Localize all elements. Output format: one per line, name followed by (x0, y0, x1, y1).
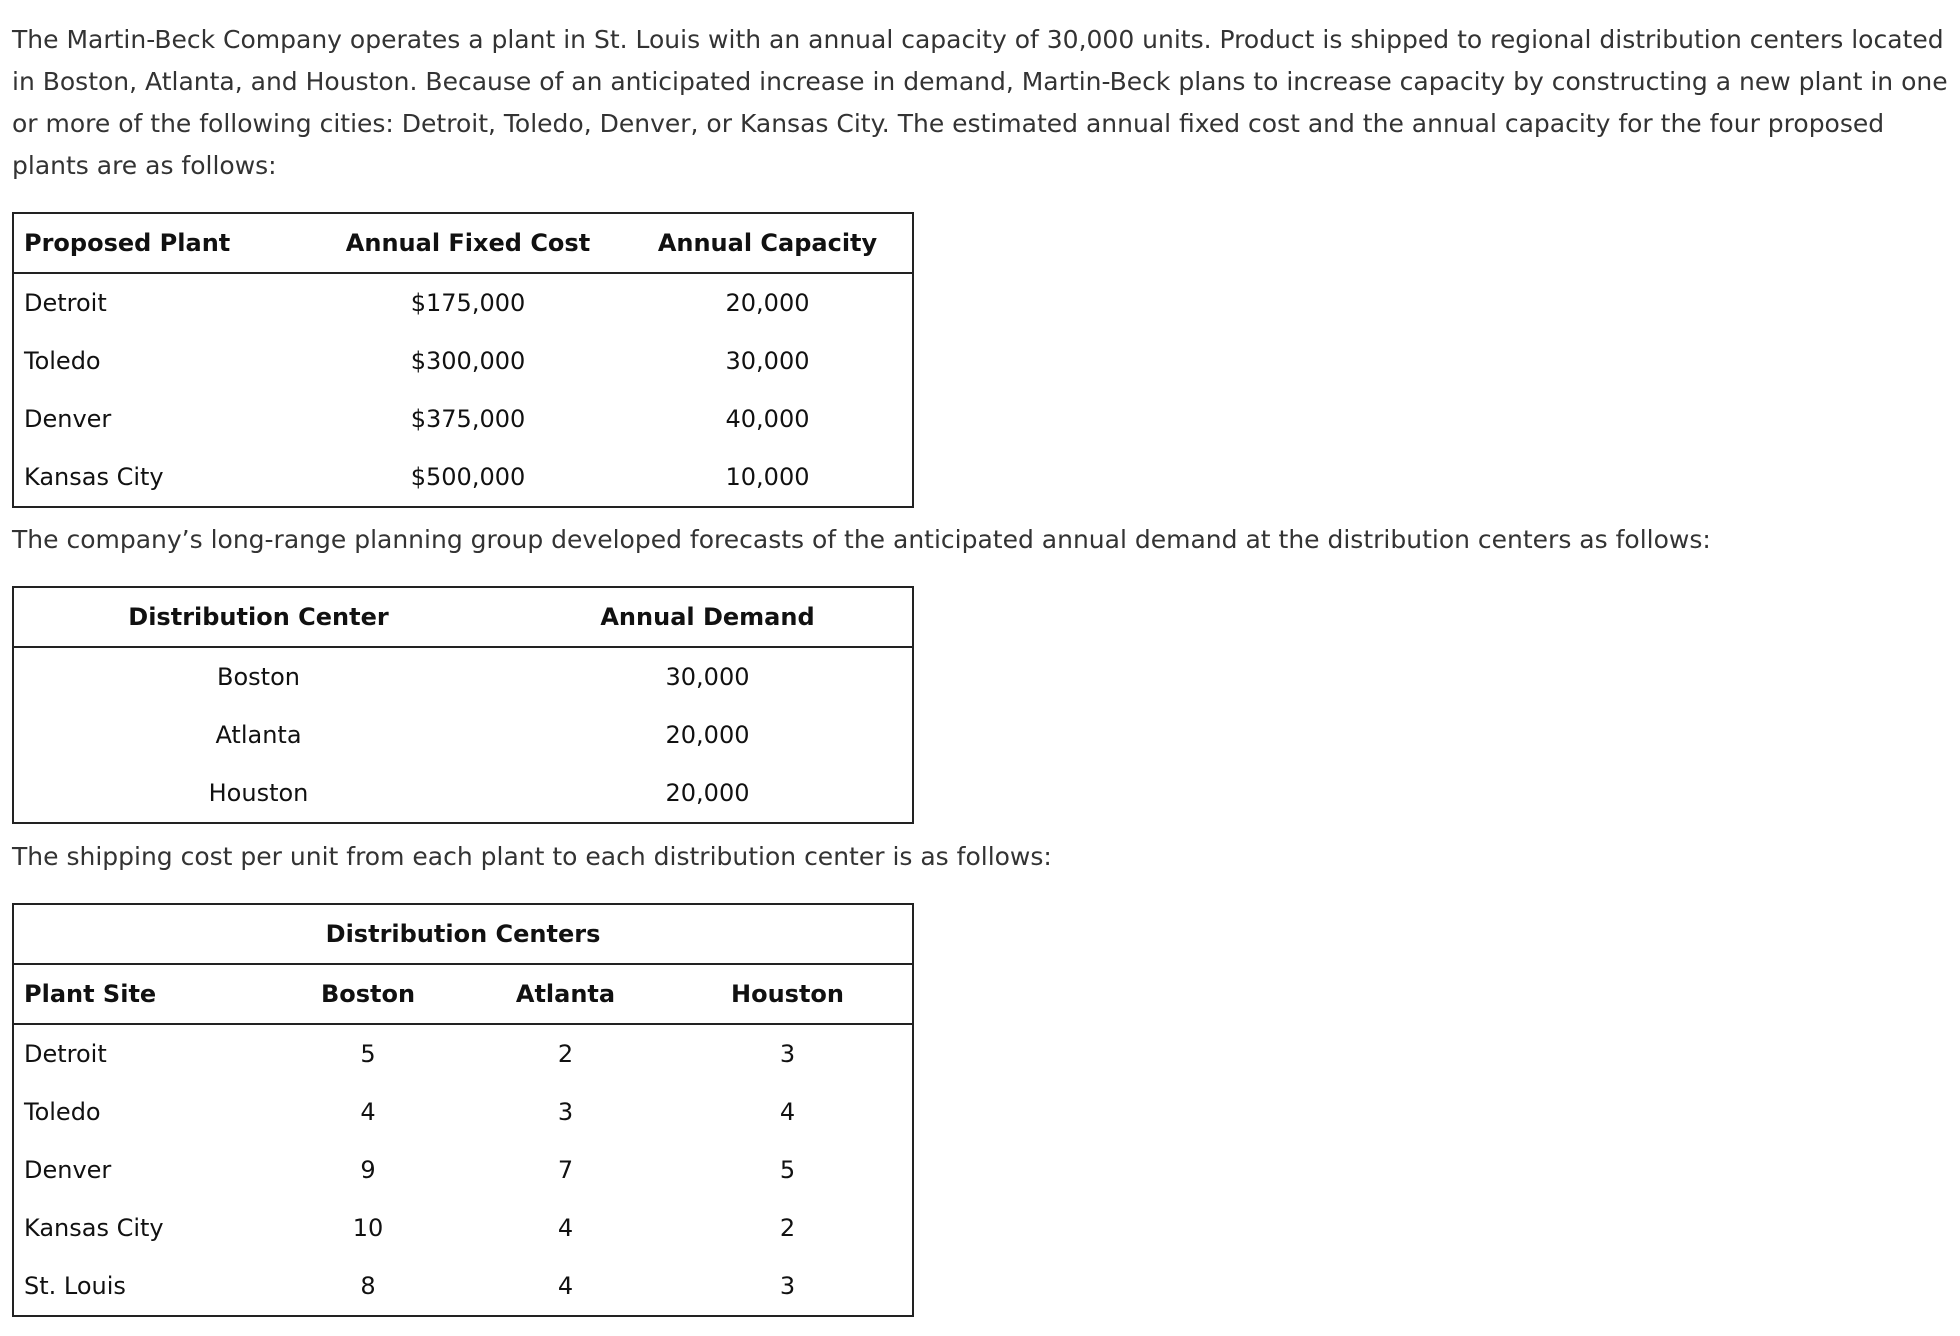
table-header-row (13, 964, 913, 1024)
distribution-center: Atlanta (215, 721, 302, 749)
fixed-cost: $500,000 (410, 463, 526, 491)
column-header: Annual Capacity (623, 213, 913, 273)
group-header-row (13, 904, 913, 964)
plant-site: Detroit (24, 1040, 107, 1068)
capacity: 20,000 (725, 289, 810, 317)
table-row (13, 647, 913, 706)
shipping-cost: 7 (557, 1156, 574, 1184)
plant-site: St. Louis (24, 1272, 126, 1300)
plant-name: Denver (24, 405, 112, 433)
shipping-cost: 4 (779, 1098, 796, 1126)
distribution-centers-header: Distribution Centers (13, 904, 913, 964)
fixed-cost: $375,000 (410, 405, 526, 433)
plant-name: Detroit (24, 289, 107, 317)
annual-demand: 30,000 (665, 663, 750, 691)
plant-name: Kansas City (24, 463, 164, 491)
shipping-cost: 2 (779, 1214, 796, 1242)
shipping-cost: 2 (557, 1040, 574, 1068)
table-row (13, 1024, 913, 1083)
plant-site: Kansas City (24, 1214, 164, 1242)
shipping-cost: 5 (360, 1040, 376, 1068)
table-row (13, 1199, 913, 1257)
table-row (13, 1257, 913, 1316)
capacity: 10,000 (725, 463, 810, 491)
shipping-cost: 5 (779, 1156, 796, 1184)
demand-intro-paragraph: The company’s long-range planning group developed forecasts of the anticipated annual demand at the distribution centers as follows: (12, 525, 1711, 554)
shipping-cost-table (12, 903, 914, 1317)
table-row (13, 448, 913, 507)
table-row (13, 1083, 913, 1141)
shipping-cost: 10 (352, 1214, 384, 1242)
column-header: Proposed Plant (13, 213, 313, 273)
fixed-cost: $175,000 (410, 289, 526, 317)
annual-demand-table (12, 586, 914, 824)
shipping-cost: 4 (360, 1098, 376, 1126)
column-header: Annual Fixed Cost (313, 213, 623, 273)
shipping-cost: 4 (557, 1272, 574, 1300)
shipping-cost: 9 (360, 1156, 376, 1184)
column-header: Annual Demand (503, 587, 913, 647)
shipping-cost: 3 (779, 1040, 796, 1068)
table-row (13, 273, 913, 332)
shipping-cost: 4 (557, 1214, 574, 1242)
capacity: 40,000 (725, 405, 810, 433)
intro-paragraph: The Martin-Beck Company operates a plant in St. Louis with an annual capacity of 30,000 units. Product is shipped to regional distribution centers located in Boston, Atlanta, and Houston. Because of an anticipated increase in demand, Martin-Beck plans to increase capacity by constructing a new plant in one or more of the following cities: Detroit, Toledo, Denver, or Kansas City. The estimated annual fixed cost and the annual capacity for the four proposed plants are as follows: (12, 25, 1948, 180)
table-row (13, 706, 913, 764)
plant-site: Toledo (24, 1098, 101, 1126)
table-row (13, 332, 913, 390)
table-row (13, 390, 913, 448)
capacity: 30,000 (725, 347, 810, 375)
distribution-center: Houston (208, 779, 309, 807)
column-header: Houston (663, 964, 913, 1024)
proposed-plants-table (12, 212, 914, 508)
fixed-cost: $300,000 (410, 347, 526, 375)
table-row (13, 764, 913, 823)
distribution-center: Boston (217, 663, 300, 691)
column-header: Boston (268, 964, 468, 1024)
annual-demand: 20,000 (665, 779, 750, 807)
column-header: Plant Site (13, 964, 268, 1024)
column-header: Atlanta (468, 964, 663, 1024)
column-header: Distribution Center (13, 587, 503, 647)
annual-demand: 20,000 (665, 721, 750, 749)
table-row (13, 1141, 913, 1199)
plant-name: Toledo (24, 347, 101, 375)
table-header-row (13, 213, 913, 273)
shipping-intro-paragraph: The shipping cost per unit from each plant to each distribution center is as follows: (12, 842, 1052, 871)
shipping-cost: 8 (360, 1272, 376, 1300)
table-header-row (13, 587, 913, 647)
shipping-cost: 3 (557, 1098, 574, 1126)
plant-site: Denver (24, 1156, 112, 1184)
shipping-cost: 3 (779, 1272, 796, 1300)
